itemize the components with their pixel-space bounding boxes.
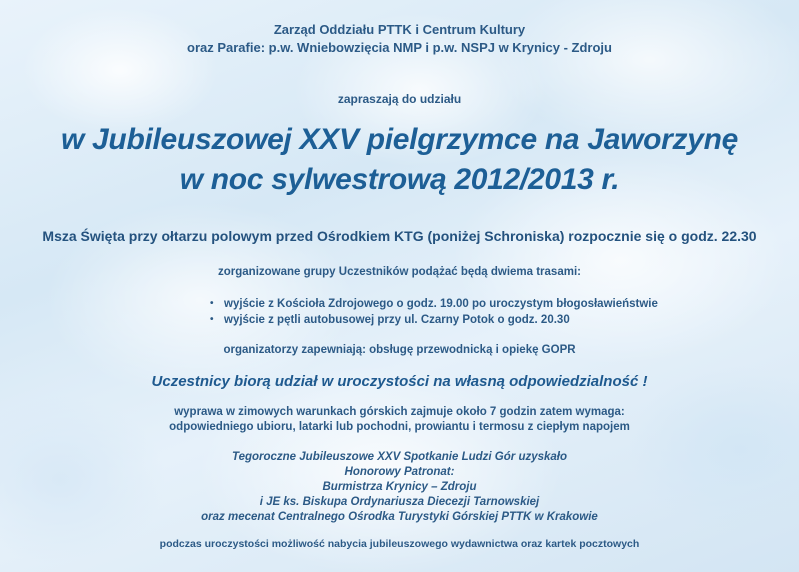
patronage-line-4: i JE ks. Biskupa Ordynariusza Diecezji Tarnowskiej [259,496,540,508]
footer-note: podczas uroczystości możliwość nabycia jubileuszowego wydawnictwa oraz kartek pocztowych [159,538,640,550]
route-text: wyjście z Kościoła Zdrojowego o godz. 19.00 po uroczystym błogosławieństwie [224,298,658,310]
patronage-line-2: Honorowy Patronat: [344,466,455,478]
bullet-icon: • [210,298,214,309]
route-text: wyjście z pętli autobusowej przy ul. Czarny Potok o godz. 20.30 [224,314,570,326]
routes-list [210,296,658,328]
organizers-text: organizatorzy zapewniają: obsługę przewodnicką i opiekę GOPR [223,344,576,356]
title-line-1: w Jubileuszowej XXV pielgrzymce na Jaworzynę [60,123,739,156]
patronage-line-3: Burmistrza Krynicy – Zdroju [322,481,477,493]
header-line-2: oraz Parafie: p.w. Wniebowzięcia NMP i p.w. NSPJ w Krynicy - Zdroju [187,40,612,55]
requirements-line-1: wyprawa w zimowych warunkach górskich zajmuje około 7 godzin zatem wymaga: [174,406,625,418]
title-line-2: w noc sylwestrową 2012/2013 r. [179,163,620,196]
requirements-line-2: odpowiedniego ubioru, latarki lub pochodni, prowiantu i termosu z ciepłym napojem [169,421,630,433]
header-line-1: Zarząd Oddziału PTTK i Centrum Kultury [273,22,526,37]
patronage-line-5: oraz mecenat Centralnego Ośrodka Turystyki Górskiej PTTK w Krakowie [201,511,598,523]
list-item [210,312,658,328]
groups-intro: zorganizowane grupy Uczestników podążać będą dwiema trasami: [218,266,581,278]
list-item [210,296,658,312]
patronage-line-1: Tegoroczne Jubileuszowe XXV Spotkanie Ludzi Gór uzyskało [231,451,568,463]
mass-announcement: Msza Święta przy ołtarzu polowym przed Ośrodkiem KTG (poniżej Schroniska) rozpocznie się o godz. 22.30 [42,228,757,244]
invite-text: zapraszają do udziału [337,92,462,106]
responsibility-notice: Uczestnicy biorą udział w uroczystości na własną odpowiedzialność ! [151,373,648,390]
bullet-icon: • [210,314,214,325]
